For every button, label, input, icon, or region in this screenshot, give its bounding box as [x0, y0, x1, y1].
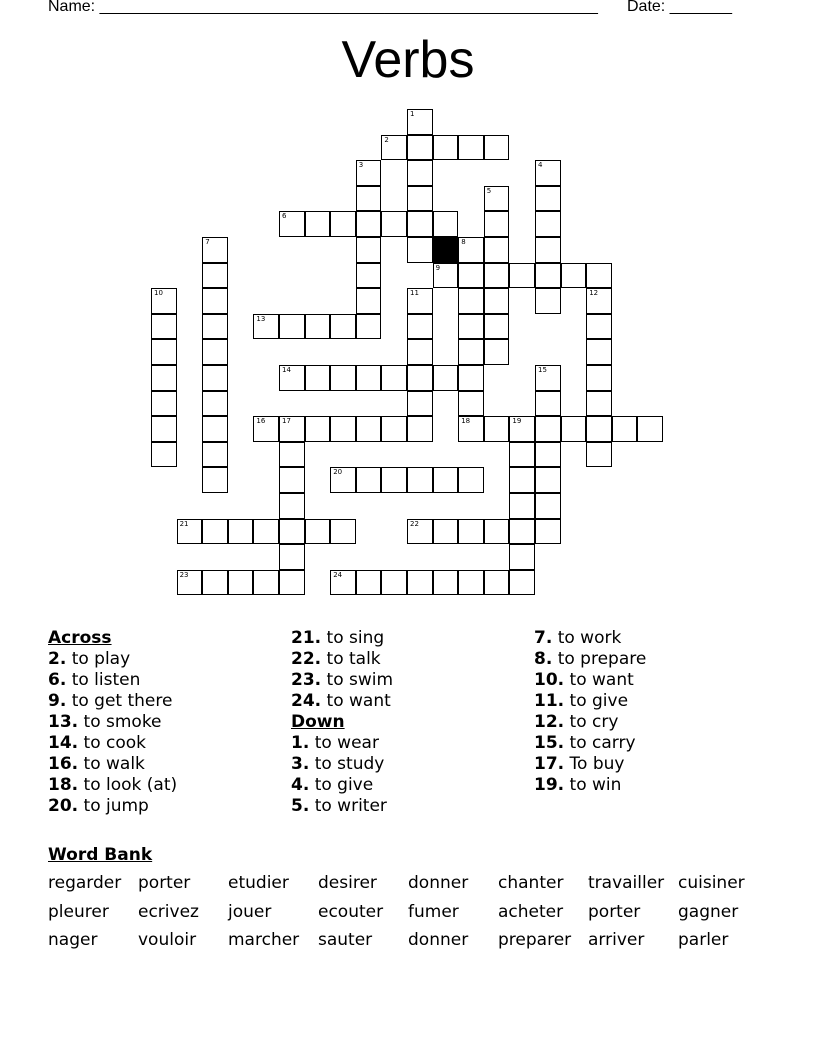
grid-cell[interactable] — [484, 135, 510, 161]
grid-cell[interactable] — [484, 570, 510, 596]
clue-number: 13 — [256, 314, 266, 323]
clue-number-label: 6. — [48, 670, 67, 690]
clue-number-label: 19. — [534, 775, 565, 795]
grid-cell[interactable] — [458, 263, 484, 289]
grid-cell[interactable] — [535, 391, 561, 417]
word-bank-word: preparer — [498, 930, 572, 950]
grid-cell[interactable] — [458, 135, 484, 161]
grid-cell[interactable] — [407, 160, 433, 186]
grid-cell[interactable] — [637, 416, 663, 442]
grid-cell[interactable] — [330, 365, 356, 391]
grid-cell[interactable] — [253, 570, 279, 596]
clue-number: 21 — [179, 519, 189, 528]
grid-cell[interactable] — [535, 263, 561, 289]
word-bank-word: acheter — [498, 901, 564, 922]
grid-cell[interactable] — [330, 570, 356, 596]
clue — [534, 733, 646, 754]
clue-text: to smoke — [78, 712, 162, 732]
word-bank-word: ecrivez — [138, 901, 199, 922]
grid-cell[interactable] — [356, 570, 382, 596]
grid-cell[interactable] — [279, 211, 305, 237]
grid-cell[interactable] — [151, 442, 177, 468]
clue — [291, 691, 393, 712]
grid-cell[interactable] — [356, 365, 382, 391]
grid-cell[interactable] — [381, 365, 407, 391]
grid-cell[interactable] — [484, 288, 510, 314]
grid-cell[interactable] — [356, 288, 382, 314]
grid-cell[interactable] — [305, 519, 331, 545]
clue-number-label: 21. — [291, 628, 322, 648]
grid-cell[interactable] — [253, 519, 279, 545]
grid-cell[interactable] — [305, 211, 331, 237]
clue-number-label: 14. — [48, 733, 79, 753]
word-bank-word: porter — [138, 873, 191, 893]
grid-cell[interactable] — [177, 570, 203, 596]
word-bank-word: gagner — [678, 901, 739, 922]
grid-cell[interactable] — [151, 314, 177, 340]
grid-cell[interactable] — [330, 519, 356, 545]
grid-cell[interactable] — [356, 237, 382, 263]
clue-number-label: 3. — [291, 754, 310, 774]
word-bank-word: etudier — [228, 873, 289, 893]
grid-cell[interactable] — [433, 135, 459, 161]
grid-cell[interactable] — [202, 391, 228, 417]
clue-number: 1 — [410, 110, 415, 118]
word-bank-word: donner — [408, 873, 469, 893]
grid-cell[interactable] — [535, 442, 561, 468]
word-bank-word: donner — [408, 930, 469, 950]
clue-number-label: 5. — [291, 796, 310, 816]
clue-number-label: 20. — [48, 796, 79, 816]
grid-cell[interactable] — [535, 493, 561, 519]
clue-number-label: 22. — [291, 649, 322, 669]
grid-cell[interactable] — [202, 237, 228, 263]
clue-number: 11 — [410, 289, 419, 298]
clue-number-label: 18. — [48, 775, 79, 795]
grid-cell[interactable] — [509, 416, 535, 442]
clue-number-label: 8. — [534, 649, 553, 669]
clue-text: to jump — [78, 796, 149, 816]
clue-number-label: 15. — [534, 733, 565, 753]
grid-cell[interactable] — [202, 570, 228, 596]
grid-cell[interactable] — [305, 314, 331, 340]
grid-cell[interactable] — [305, 365, 331, 391]
date-field-label: Date: _______ — [627, 0, 732, 15]
clue-number: 18 — [461, 417, 471, 426]
grid-cell[interactable] — [279, 442, 305, 468]
grid-cell[interactable] — [458, 288, 484, 314]
grid-cell[interactable] — [458, 519, 484, 545]
clue-number: 12 — [589, 289, 599, 298]
grid-cell[interactable] — [151, 365, 177, 391]
grid-cell[interactable] — [407, 288, 433, 314]
clue — [534, 754, 646, 775]
grid-cell[interactable] — [509, 442, 535, 468]
grid-cell[interactable] — [509, 493, 535, 519]
clue-number-label: 2. — [48, 649, 67, 669]
clue-text: to give — [564, 691, 629, 711]
word-bank-word: cuisiner — [678, 873, 745, 893]
clue-number: 5 — [486, 186, 492, 195]
grid-cell[interactable] — [484, 314, 510, 340]
clue-text: to study — [309, 754, 385, 774]
grid-cell[interactable] — [330, 211, 356, 237]
word-bank-word: travailler — [588, 873, 665, 893]
clue-number-label: 23. — [291, 670, 322, 690]
clue-text: to listen — [66, 670, 141, 690]
grid-cell[interactable] — [407, 237, 433, 263]
clue — [48, 796, 177, 817]
clue-text: to get there — [66, 691, 173, 711]
grid-cell[interactable] — [561, 416, 587, 442]
clue-text: to want — [321, 691, 391, 711]
grid-cell[interactable] — [407, 416, 433, 442]
word-bank-word: parler — [678, 930, 729, 950]
clue — [291, 754, 393, 775]
grid-cell[interactable] — [458, 237, 484, 263]
clue-number-label: 9. — [48, 691, 67, 711]
clue-number: 7 — [205, 238, 210, 246]
clue — [534, 712, 646, 733]
word-bank-word: desirer — [318, 873, 377, 893]
clue-column-1 — [48, 628, 177, 817]
clue-number-label: 16. — [48, 754, 79, 774]
clue-number-label: 7. — [534, 628, 553, 648]
clue-number: 4 — [538, 161, 543, 170]
clue-text: to swim — [321, 670, 394, 690]
grid-cell[interactable] — [151, 339, 177, 365]
grid-cell[interactable] — [202, 416, 228, 442]
clue — [291, 649, 393, 670]
clue-number: 2 — [384, 135, 389, 144]
grid-cell[interactable] — [458, 416, 484, 442]
grid-cell[interactable] — [356, 211, 382, 237]
clue — [534, 775, 646, 796]
clue-text: to walk — [78, 754, 145, 774]
clue-number: 10 — [154, 289, 163, 298]
grid-cell[interactable] — [612, 416, 638, 442]
grid-cell[interactable] — [330, 416, 356, 442]
clue-column-2 — [291, 628, 393, 817]
grid-cell[interactable] — [202, 519, 228, 545]
clue-text: To buy — [564, 754, 625, 774]
grid-cell[interactable] — [202, 467, 228, 493]
grid-cell[interactable] — [407, 519, 433, 545]
grid-cell[interactable] — [279, 416, 305, 442]
grid-cell[interactable] — [151, 391, 177, 417]
clue — [291, 670, 393, 691]
clue — [48, 775, 177, 796]
grid-cell[interactable] — [330, 467, 356, 493]
clue-number: 9 — [435, 263, 441, 272]
clue — [291, 628, 393, 649]
grid-cell[interactable] — [535, 160, 561, 186]
grid-cell[interactable] — [177, 519, 203, 545]
clue-text: to cook — [78, 733, 146, 753]
grid-cell[interactable] — [535, 416, 561, 442]
black-cell — [433, 237, 459, 263]
word-bank-word: pleurer — [48, 901, 109, 922]
clue-text: to talk — [321, 649, 381, 669]
clue-number: 16 — [256, 417, 266, 426]
clue-number-label: 1. — [291, 733, 310, 753]
grid-cell[interactable] — [279, 493, 305, 519]
clue-section-heading: Across — [48, 628, 112, 648]
grid-cell[interactable] — [381, 570, 407, 596]
grid-cell[interactable] — [279, 467, 305, 493]
grid-cell[interactable] — [433, 365, 459, 391]
clue-number: 19 — [512, 417, 522, 426]
grid-cell[interactable] — [151, 288, 177, 314]
grid-cell[interactable] — [586, 391, 612, 417]
grid-cell[interactable] — [228, 570, 254, 596]
word-bank-word: sauter — [318, 930, 373, 950]
grid-cell[interactable] — [381, 135, 407, 161]
grid-cell[interactable] — [407, 339, 433, 365]
grid-cell[interactable] — [202, 288, 228, 314]
grid-cell[interactable] — [381, 211, 407, 237]
grid-cell[interactable] — [484, 519, 510, 545]
grid-cell[interactable] — [561, 263, 587, 289]
clue-text: to prepare — [552, 649, 647, 669]
grid-cell[interactable] — [458, 339, 484, 365]
grid-cell[interactable] — [458, 391, 484, 417]
grid-cell[interactable] — [433, 519, 459, 545]
clue — [291, 796, 393, 817]
clue-number-label: 11. — [534, 691, 565, 711]
grid-cell[interactable] — [407, 365, 433, 391]
grid-cell[interactable] — [151, 416, 177, 442]
grid-cell[interactable] — [586, 339, 612, 365]
grid-cell[interactable] — [202, 339, 228, 365]
grid-cell[interactable] — [202, 263, 228, 289]
grid-cell[interactable] — [458, 570, 484, 596]
clue-text: to work — [552, 628, 622, 648]
name-field-label: Name: ________________________________________________________ — [48, 0, 598, 15]
grid-cell[interactable] — [356, 263, 382, 289]
grid-cell[interactable] — [484, 263, 510, 289]
grid-cell[interactable] — [484, 416, 510, 442]
clue — [48, 754, 177, 775]
grid-cell[interactable] — [586, 416, 612, 442]
clue-number-label: 4. — [291, 775, 310, 795]
grid-cell[interactable] — [535, 519, 561, 545]
grid-cell[interactable] — [253, 314, 279, 340]
clue-number-label: 24. — [291, 691, 322, 711]
page-title: Verbs — [341, 31, 475, 89]
word-bank-word: jouer — [228, 901, 272, 922]
clue-number: 15 — [538, 366, 547, 374]
clue-number-label: 10. — [534, 670, 565, 690]
grid-cell[interactable] — [407, 314, 433, 340]
grid-cell[interactable] — [509, 263, 535, 289]
grid-cell[interactable] — [407, 186, 433, 212]
clue — [291, 775, 393, 796]
word-bank-word: arriver — [588, 930, 645, 950]
clue — [48, 670, 177, 691]
grid-cell[interactable] — [586, 442, 612, 468]
clue-text: to win — [564, 775, 622, 795]
clue-section-heading: Down — [291, 712, 345, 732]
grid-cell[interactable] — [509, 519, 535, 545]
clue — [534, 670, 646, 691]
grid-cell[interactable] — [535, 237, 561, 263]
grid-cell[interactable] — [535, 186, 561, 212]
grid-cell[interactable] — [356, 467, 382, 493]
clue — [48, 691, 177, 712]
grid-cell[interactable] — [458, 365, 484, 391]
clue — [534, 691, 646, 712]
clue-number-label: 13. — [48, 712, 79, 732]
grid-cell[interactable] — [381, 416, 407, 442]
clue-text: to wear — [309, 733, 379, 753]
grid-cell[interactable] — [509, 544, 535, 570]
word-bank-word: porter — [588, 901, 641, 922]
clue-text: to play — [66, 649, 131, 669]
clue-column-3 — [534, 628, 646, 796]
grid-cell[interactable] — [586, 365, 612, 391]
clue-number: 8 — [461, 238, 466, 246]
word-bank-word: chanter — [498, 873, 564, 893]
clue-number: 17 — [282, 417, 291, 426]
grid-cell[interactable] — [458, 467, 484, 493]
clue-number: 20 — [333, 468, 343, 477]
grid-cell[interactable] — [253, 416, 279, 442]
grid-cell[interactable] — [509, 467, 535, 493]
grid-cell[interactable] — [279, 314, 305, 340]
grid-cell[interactable] — [586, 263, 612, 289]
grid-cell[interactable] — [484, 339, 510, 365]
grid-cell[interactable] — [407, 391, 433, 417]
grid-cell[interactable] — [202, 314, 228, 340]
clue-text: to look (at) — [78, 775, 178, 795]
clue-number: 6 — [282, 212, 287, 221]
grid-cell[interactable] — [433, 263, 459, 289]
clue — [48, 649, 177, 670]
grid-cell[interactable] — [535, 365, 561, 391]
grid-cell[interactable] — [356, 186, 382, 212]
word-bank-title: Word Bank — [48, 845, 153, 865]
clue-text: to carry — [564, 733, 636, 753]
grid-cell[interactable] — [279, 519, 305, 545]
clue — [291, 733, 393, 754]
clue — [48, 733, 177, 754]
grid-cell[interactable] — [407, 109, 433, 135]
grid-cell[interactable] — [228, 519, 254, 545]
grid-cell[interactable] — [407, 135, 433, 161]
clue — [534, 649, 646, 670]
clue-number-label: 12. — [534, 712, 565, 732]
clue-text: to sing — [321, 628, 385, 648]
grid-cell[interactable] — [458, 314, 484, 340]
clue-text: to give — [309, 775, 374, 795]
grid-cell[interactable] — [484, 237, 510, 263]
word-bank-word: ecouter — [318, 901, 384, 922]
grid-cell[interactable] — [484, 186, 510, 212]
grid-cell[interactable] — [279, 544, 305, 570]
word-bank-word: regarder — [48, 873, 122, 893]
clue-number: 24 — [333, 570, 343, 579]
clue-number-label: 17. — [534, 754, 565, 774]
word-bank-word: marcher — [228, 930, 300, 950]
clue-number: 22 — [410, 519, 419, 528]
grid-cell[interactable] — [356, 314, 382, 340]
word-bank-word: fumer — [408, 901, 459, 922]
grid-cell[interactable] — [535, 211, 561, 237]
grid-cell[interactable] — [407, 467, 433, 493]
grid-cell[interactable] — [586, 288, 612, 314]
clue — [534, 628, 646, 649]
grid-cell[interactable] — [202, 442, 228, 468]
grid-cell[interactable] — [586, 314, 612, 340]
grid-cell[interactable] — [433, 211, 459, 237]
word-bank-word: vouloir — [138, 930, 197, 950]
grid-cell[interactable] — [484, 211, 510, 237]
word-bank-word: nager — [48, 930, 98, 950]
grid-cell[interactable] — [202, 365, 228, 391]
grid-cell[interactable] — [433, 467, 459, 493]
grid-cell[interactable] — [509, 570, 535, 596]
grid-cell[interactable] — [330, 314, 356, 340]
grid-cell[interactable] — [356, 160, 382, 186]
grid-cell[interactable] — [381, 467, 407, 493]
grid-cell[interactable] — [279, 365, 305, 391]
clue-text: to writer — [309, 796, 387, 816]
grid-cell[interactable] — [535, 467, 561, 493]
grid-cell[interactable] — [407, 570, 433, 596]
clue-text: to want — [564, 670, 634, 690]
grid-cell[interactable] — [433, 570, 459, 596]
clue — [48, 712, 177, 733]
grid-cell[interactable] — [305, 416, 331, 442]
grid-cell[interactable] — [535, 288, 561, 314]
clue-text: to cry — [564, 712, 619, 732]
grid-cell[interactable] — [407, 211, 433, 237]
grid-cell[interactable] — [279, 570, 305, 596]
clue-number: 3 — [358, 161, 364, 170]
grid-cell[interactable] — [356, 416, 382, 442]
clue-number: 23 — [179, 570, 189, 579]
clue-number: 14 — [282, 366, 291, 374]
